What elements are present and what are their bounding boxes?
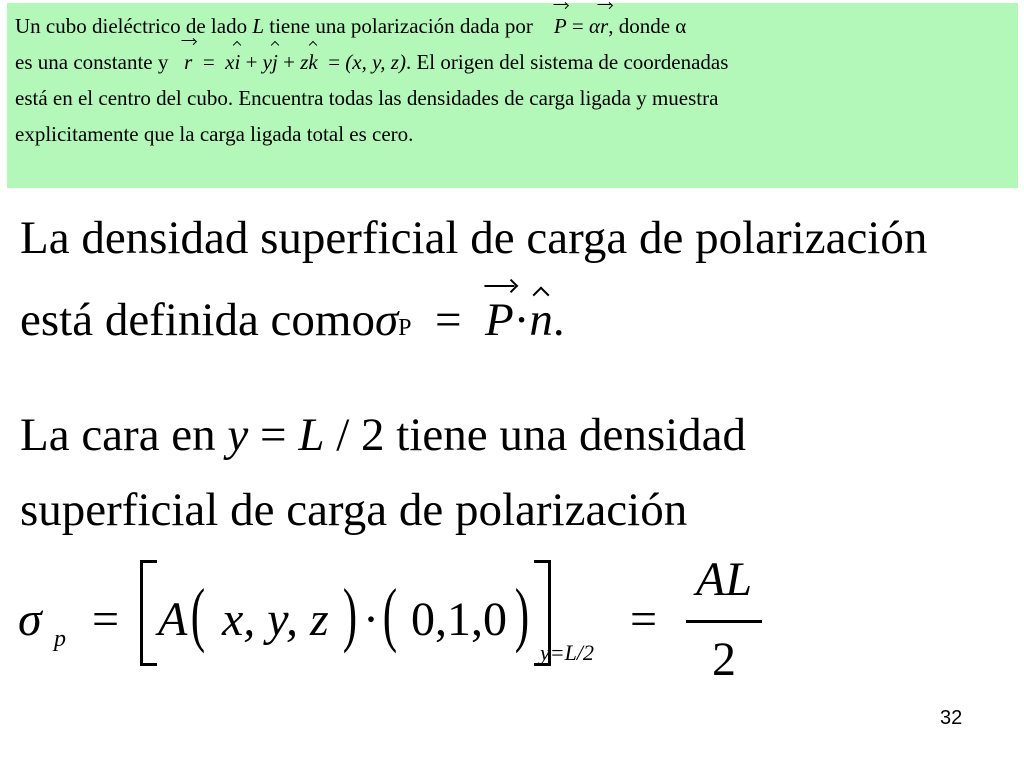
problem-text: Un cubo dieléctrico de lado	[15, 14, 248, 38]
y-variable: y	[262, 50, 272, 74]
definition-line-2	[20, 293, 565, 355]
equals-sign: =	[202, 50, 215, 74]
x-variable: x	[225, 50, 235, 74]
problem-line-2	[15, 44, 1010, 80]
definition-line-1: La densidad superficial de carga de polarización	[20, 212, 928, 264]
function-A: A	[158, 593, 188, 646]
page-number: 32	[940, 707, 963, 729]
period: .	[552, 294, 565, 346]
position-vector-symbol: r	[184, 44, 192, 80]
alpha-symbol: α	[588, 14, 601, 38]
problem-line-3: está en el centro del cubo. Encuentra todas las densidades de carga ligada y muestra	[15, 86, 719, 110]
face-line-1	[20, 408, 746, 462]
fraction-denominator: 2	[712, 633, 736, 686]
equals-sign: =	[571, 14, 584, 38]
problem-text: , donde α	[608, 14, 687, 38]
fraction-bar	[686, 620, 762, 623]
unit-y-vector: 0,1,0	[411, 593, 507, 646]
sigma-subscript: P	[398, 315, 412, 341]
left-paren: (	[382, 574, 398, 654]
problem-text: es una constante y	[15, 50, 169, 74]
problem-text: . El origen del sistema de coordenadas	[405, 50, 729, 74]
problem-text: tiene una polarización dada por	[269, 14, 533, 38]
right-paren: )	[514, 574, 530, 654]
polarization-vector-symbol: P	[554, 8, 567, 44]
z-variable: z	[300, 50, 309, 74]
fraction-numerator: AL	[696, 553, 753, 606]
right-paren: )	[342, 574, 358, 654]
face-text: tiene una densidad	[396, 409, 747, 461]
plus-sign: +	[283, 50, 295, 74]
surface-charge-equation	[18, 553, 778, 700]
dot-operator: ·	[363, 593, 379, 646]
dot-operator: ·	[513, 294, 530, 346]
problem-line-1	[15, 8, 1010, 44]
polarization-vector-symbol: P	[485, 294, 514, 346]
problem-line-4: explicitamente que la carga ligada total es cero.	[15, 122, 414, 146]
evaluation-subscript: y=L/2	[540, 640, 594, 665]
face-text: La cara en	[20, 409, 216, 461]
equals-sign: =	[328, 50, 341, 74]
normal-unit-vector: n	[529, 294, 553, 346]
coordinate-args: x, y, z	[222, 593, 329, 646]
problem-statement-box	[7, 3, 1018, 188]
equals-sign: =	[260, 409, 287, 461]
side-length-symbol: L	[298, 409, 325, 461]
equals-sign: =	[435, 294, 462, 346]
unit-vector-i: i	[234, 44, 240, 80]
sigma-symbol: σ	[18, 593, 42, 646]
equals-sign: =	[630, 593, 658, 646]
definition-text: está definida como	[20, 294, 375, 346]
coordinate-tuple: (x, y, z)	[345, 50, 406, 74]
left-paren: (	[190, 574, 206, 654]
face-line-2: superficial de carga de polarización	[20, 484, 688, 536]
plus-sign: +	[245, 50, 258, 74]
side-length-symbol: L	[252, 14, 265, 38]
left-bracket	[140, 560, 157, 666]
unit-vector-j: j	[272, 44, 278, 80]
y-variable: y	[227, 409, 249, 461]
sigma-symbol: σ	[374, 294, 399, 346]
position-vector-symbol: r	[600, 8, 608, 44]
equals-sign: =	[92, 593, 120, 646]
unit-vector-k: k	[308, 44, 317, 80]
sigma-subscript: p	[54, 626, 66, 652]
half-divisor: / 2	[336, 409, 385, 461]
